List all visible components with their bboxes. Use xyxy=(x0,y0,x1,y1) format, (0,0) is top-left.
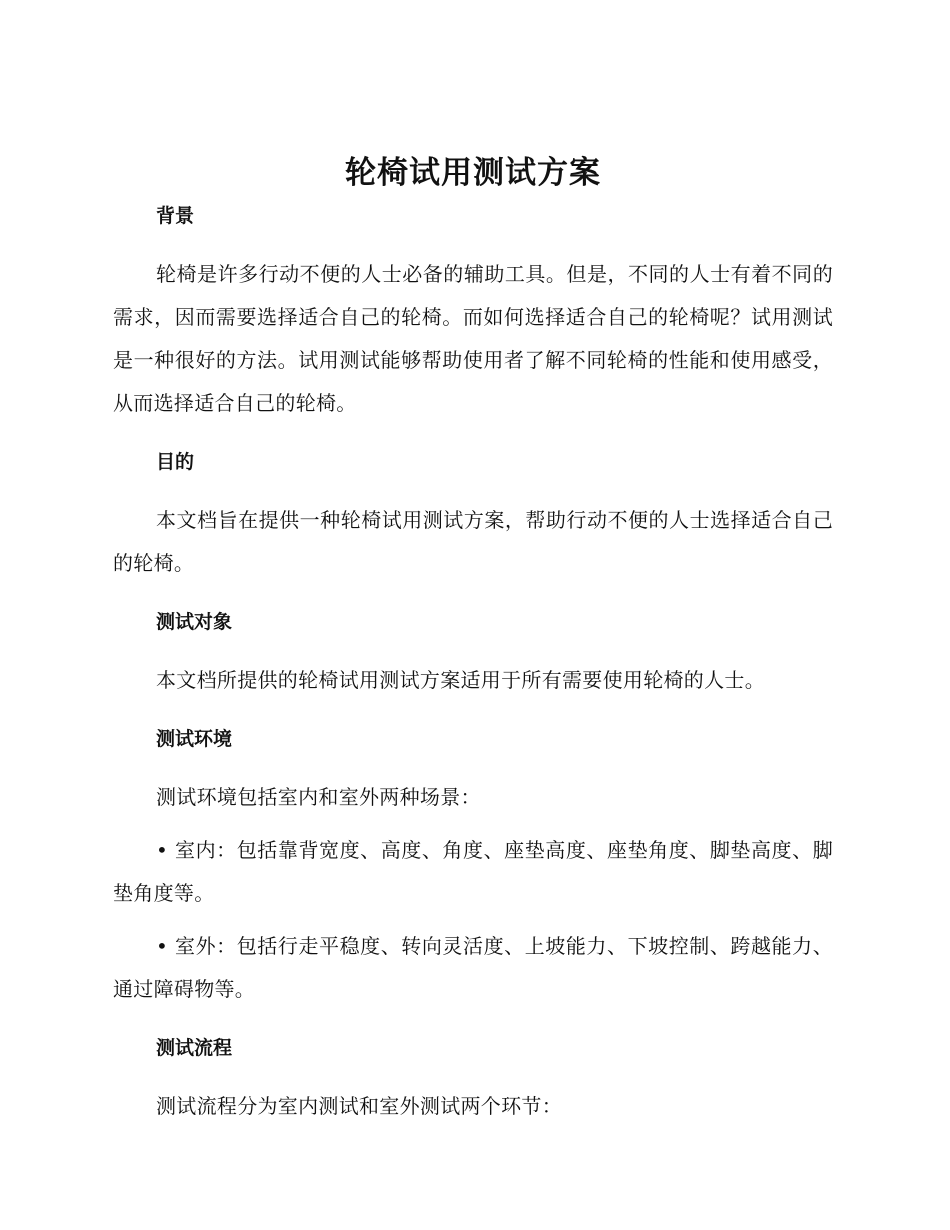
document-body xyxy=(113,150,833,1128)
section-heading-test-process: 测试流程 xyxy=(156,1037,233,1059)
test-environment-intro: 测试环境包括室内和室外两种场景： xyxy=(156,785,481,809)
section-heading-test-environment: 测试环境 xyxy=(156,728,233,750)
document-title: 轮椅试用测试方案 xyxy=(345,155,601,191)
test-environment-indoor-item: • 室内：包括靠背宽度、高度、角度、座垫高度、座垫角度、脚垫高度、脚垫角度等。 xyxy=(113,838,833,905)
section-heading-background: 背景 xyxy=(156,205,195,227)
section-heading-test-subject: 测试对象 xyxy=(156,611,233,633)
purpose-paragraph: 本文档旨在提供一种轮椅试用测试方案，帮助行动不便的人士选择适合自己的轮椅。 xyxy=(113,508,833,575)
background-paragraph: 轮椅是许多行动不便的人士必备的辅助工具。但是，不同的人士有着不同的需求，因而需要选择适合自己的轮椅。而如何选择适合自己的轮椅呢？试用测试是一种很好的方法。试用测试能够帮助使用者了解不同轮椅的性能和使用感受，从而选择适合自己的轮椅。 xyxy=(113,262,833,415)
test-subject-paragraph: 本文档所提供的轮椅试用测试方案适用于所有需要使用轮椅的人士。 xyxy=(156,668,765,692)
test-environment-outdoor-item: • 室外：包括行走平稳度、转向灵活度、上坡能力、下坡控制、跨越能力、通过障碍物等。 xyxy=(113,934,833,1001)
section-heading-purpose: 目的 xyxy=(156,451,195,473)
test-process-paragraph: 测试流程分为室内测试和室外测试两个环节： xyxy=(156,1094,562,1118)
